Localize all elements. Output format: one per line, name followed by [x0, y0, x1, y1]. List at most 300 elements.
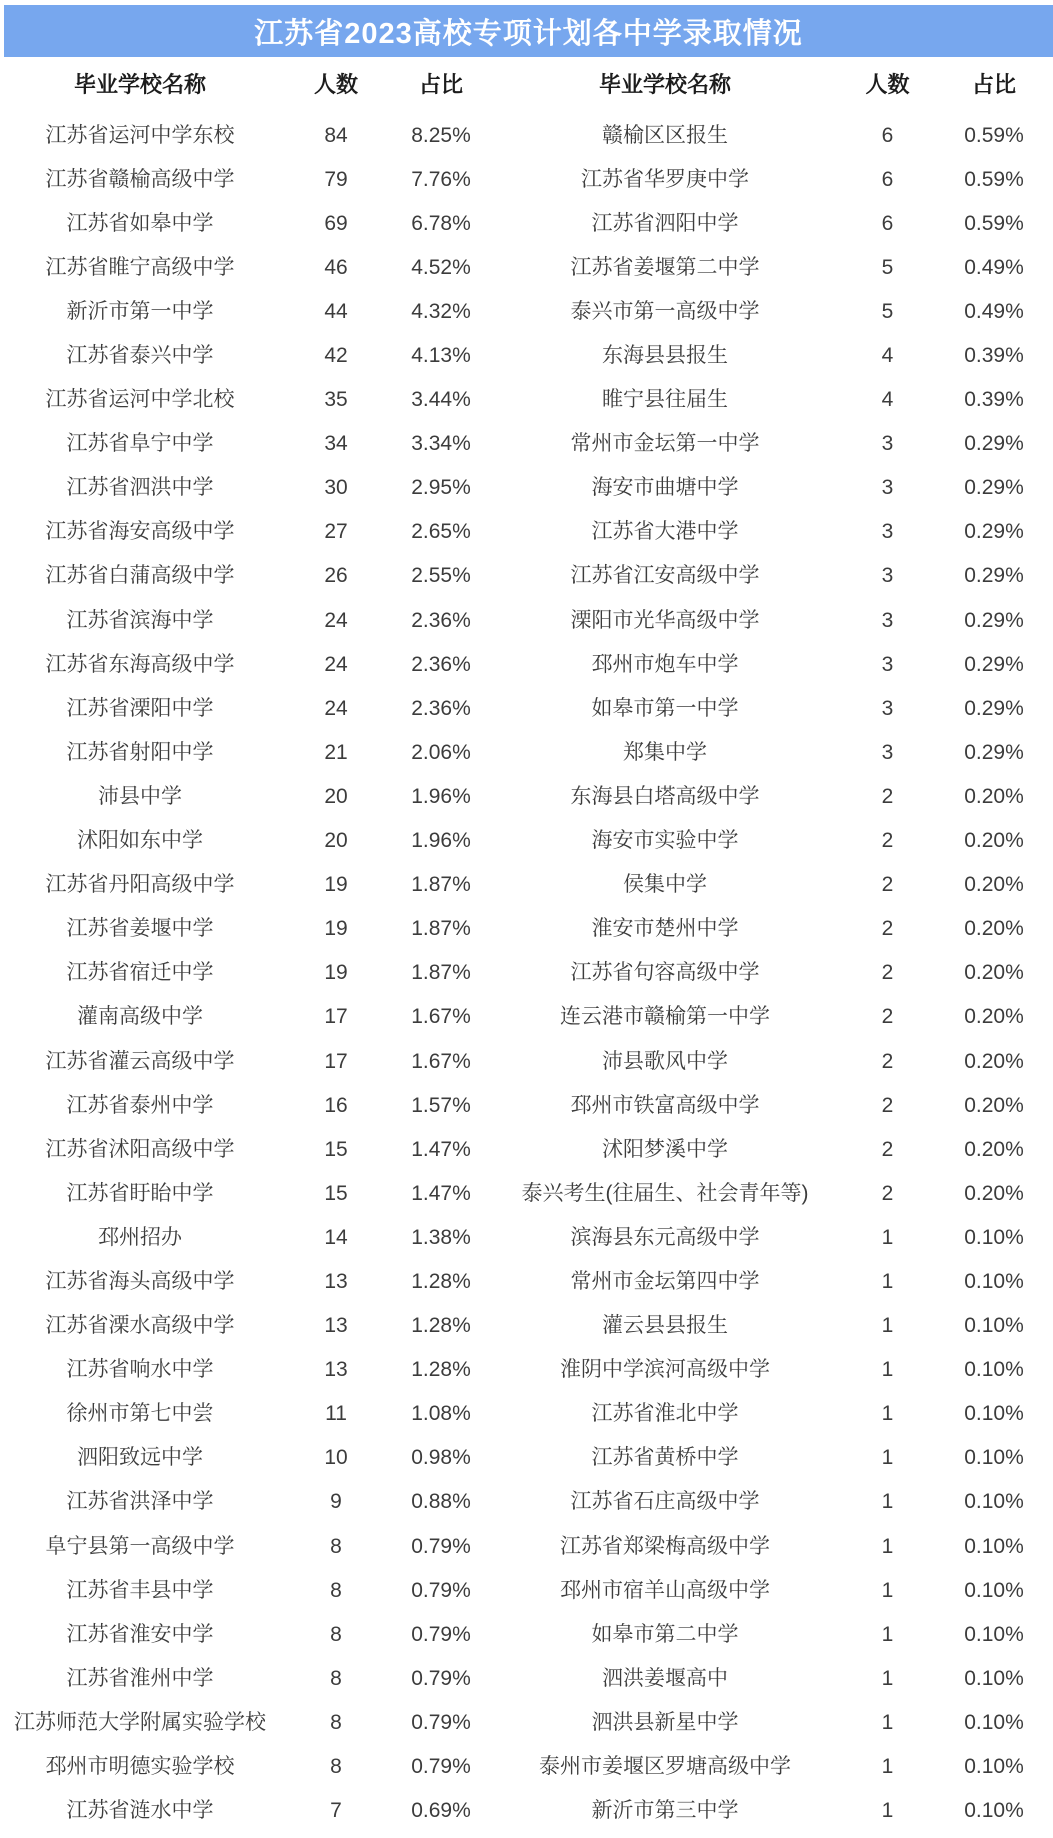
pct-value: 0.10%: [964, 1578, 1024, 1602]
pct-value: 0.10%: [964, 1490, 1024, 1514]
pct-value: 0.29%: [964, 652, 1024, 676]
table-row: [490, 378, 1053, 422]
school-name: 常州市金坛第四中学: [570, 1269, 760, 1293]
school-name: 江苏省白蒲高级中学: [45, 564, 235, 588]
school-name: 江苏省运河中学东校: [45, 123, 235, 147]
table-row: [490, 245, 1053, 289]
count-value: 3: [881, 696, 894, 720]
pct-value: 0.79%: [411, 1622, 471, 1646]
pct-value: 0.79%: [411, 1534, 471, 1558]
pct-value: 1.87%: [411, 917, 471, 941]
count-value: 16: [324, 1093, 348, 1117]
table-row: [0, 951, 490, 995]
pct-value: 2.06%: [411, 740, 471, 764]
school-name: 侯集中学: [623, 873, 707, 897]
school-name: 江苏省赣榆高级中学: [45, 167, 235, 191]
pct-value: 1.28%: [411, 1269, 471, 1293]
school-name: 江苏省姜堰中学: [66, 917, 214, 941]
count-value: 1: [881, 1358, 894, 1382]
table-row: [490, 1789, 1053, 1833]
table-row: [0, 1215, 490, 1259]
pct-value: 0.39%: [964, 344, 1024, 368]
right-table: [490, 57, 1053, 1833]
count-value: 2: [881, 961, 894, 985]
school-name: 灌云县县报生: [602, 1314, 728, 1338]
school-name: 江苏师范大学附属实验学校: [14, 1710, 266, 1734]
table-row: [0, 1039, 490, 1083]
school-name: 江苏省海安高级中学: [45, 520, 235, 544]
table-row: [0, 422, 490, 466]
table-row: [0, 642, 490, 686]
pct-value: 0.10%: [964, 1755, 1024, 1779]
pct-value: 0.20%: [964, 1181, 1024, 1205]
pct-value: 0.79%: [411, 1666, 471, 1690]
school-name: 江苏省洪泽中学: [66, 1490, 214, 1514]
count-value: 15: [324, 1181, 348, 1205]
pct-value: 0.10%: [964, 1402, 1024, 1426]
col-header-pct: 占比: [971, 72, 1016, 97]
table-row: [0, 1259, 490, 1303]
pct-value: 0.29%: [964, 432, 1024, 456]
count-value: 2: [881, 873, 894, 897]
count-value: 24: [324, 652, 348, 676]
count-value: 1: [881, 1534, 894, 1558]
table-row: [490, 1436, 1053, 1480]
school-name: 东海县县报生: [602, 344, 728, 368]
count-value: 19: [324, 873, 348, 897]
school-name: 新沂市第一中学: [66, 299, 214, 323]
school-name: 如皋市第二中学: [591, 1622, 739, 1646]
table-row: [0, 598, 490, 642]
school-name: 泰兴市第一高级中学: [570, 299, 760, 323]
school-name: 沛县中学: [98, 784, 182, 808]
pct-value: 0.29%: [964, 608, 1024, 632]
school-name: 新沂市第三中学: [591, 1799, 739, 1823]
school-name: 江苏省盱眙中学: [66, 1181, 214, 1205]
pct-value: 0.20%: [964, 784, 1024, 808]
left-table-header: [0, 57, 490, 113]
table-row: [490, 466, 1053, 510]
pct-value: 0.49%: [964, 255, 1024, 279]
right-table-rows: [490, 113, 1053, 1833]
table-row: [490, 642, 1053, 686]
table-row: [490, 1171, 1053, 1215]
table-row: [490, 730, 1053, 774]
school-name: 溧阳市光华高级中学: [570, 608, 760, 632]
count-value: 17: [324, 1049, 348, 1073]
admissions-table: [0, 57, 1053, 1833]
left-table-rows: [0, 113, 490, 1833]
pct-value: 1.47%: [411, 1137, 471, 1161]
pct-value: 0.79%: [411, 1755, 471, 1779]
pct-value: 2.95%: [411, 476, 471, 500]
school-name: 江苏省如皋中学: [66, 211, 214, 235]
right-table-header: [490, 57, 1053, 113]
school-name: 泗洪姜堰高中: [602, 1666, 728, 1690]
school-name: 泰州市姜堰区罗塘高级中学: [539, 1755, 791, 1779]
table-row: [0, 1304, 490, 1348]
school-name: 江苏省淮北中学: [591, 1402, 739, 1426]
table-row: [490, 1127, 1053, 1171]
school-name: 江苏省阜宁中学: [66, 432, 214, 456]
school-name: 江苏省大港中学: [591, 520, 739, 544]
pct-value: 1.28%: [411, 1358, 471, 1382]
school-name: 江苏省淮安中学: [66, 1622, 214, 1646]
pct-value: 0.29%: [964, 476, 1024, 500]
pct-value: 1.57%: [411, 1093, 471, 1117]
table-row: [490, 333, 1053, 377]
pct-value: 2.36%: [411, 652, 471, 676]
school-name: 如皋市第一中学: [591, 696, 739, 720]
count-value: 69: [324, 211, 348, 235]
pct-value: 0.10%: [964, 1666, 1024, 1690]
pct-value: 4.13%: [411, 344, 471, 368]
table-row: [0, 245, 490, 289]
pct-value: 0.29%: [964, 564, 1024, 588]
pct-value: 2.55%: [411, 564, 471, 588]
school-name: 江苏省郑梁梅高级中学: [560, 1534, 770, 1558]
count-value: 1: [881, 1490, 894, 1514]
count-value: 1: [881, 1755, 894, 1779]
table-row: [0, 201, 490, 245]
count-value: 3: [881, 564, 894, 588]
school-name: 淮阴中学滨河高级中学: [560, 1358, 770, 1382]
count-value: 1: [881, 1710, 894, 1734]
table-row: [490, 1744, 1053, 1788]
school-name: 江苏省华罗庚中学: [581, 167, 749, 191]
school-name: 江苏省响水中学: [66, 1358, 214, 1382]
count-value: 34: [324, 432, 348, 456]
school-name: 江苏省运河中学北校: [45, 388, 235, 412]
table-row: [0, 1127, 490, 1171]
count-value: 21: [324, 740, 348, 764]
table-row: [0, 1171, 490, 1215]
table-row: [0, 730, 490, 774]
count-value: 20: [324, 829, 348, 853]
col-header-pct: 占比: [418, 72, 463, 97]
table-row: [0, 1348, 490, 1392]
pct-value: 2.65%: [411, 520, 471, 544]
table-row: [490, 598, 1053, 642]
pct-value: 0.59%: [964, 167, 1024, 191]
pct-value: 0.98%: [411, 1446, 471, 1470]
table-row: [0, 1656, 490, 1700]
table-row: [490, 907, 1053, 951]
count-value: 20: [324, 784, 348, 808]
school-name: 沛县歌风中学: [602, 1049, 728, 1073]
school-name: 泰兴考生(往届生、社会青年等): [521, 1181, 809, 1205]
table-row: [0, 113, 490, 157]
school-name: 江苏省宿迁中学: [66, 961, 214, 985]
pct-value: 0.20%: [964, 873, 1024, 897]
pct-value: 0.20%: [964, 1093, 1024, 1117]
school-name: 江苏省姜堰第二中学: [570, 255, 760, 279]
pct-value: 0.59%: [964, 123, 1024, 147]
pct-value: 0.39%: [964, 388, 1024, 412]
count-value: 84: [324, 123, 348, 147]
pct-value: 0.20%: [964, 1049, 1024, 1073]
count-value: 6: [881, 167, 894, 191]
table-row: [0, 510, 490, 554]
table-row: [0, 1436, 490, 1480]
school-name: 海安市实验中学: [591, 829, 739, 853]
school-name: 淮安市楚州中学: [591, 917, 739, 941]
table-row: [0, 378, 490, 422]
school-name: 江苏省淮州中学: [66, 1666, 214, 1690]
table-row: [0, 819, 490, 863]
title-bar: [4, 5, 1053, 57]
school-name: 江苏省睢宁高级中学: [45, 255, 235, 279]
page-title: 江苏省2023高校专项计划各中学录取情况: [254, 17, 803, 50]
count-value: 3: [881, 476, 894, 500]
school-name: 睢宁县往届生: [602, 388, 728, 412]
pct-value: 2.36%: [411, 608, 471, 632]
table-row: [490, 951, 1053, 995]
table-row: [490, 1348, 1053, 1392]
count-value: 1: [881, 1446, 894, 1470]
school-name: 泗洪县新星中学: [591, 1710, 739, 1734]
count-value: 15: [324, 1137, 348, 1161]
pct-value: 2.36%: [411, 696, 471, 720]
pct-value: 1.38%: [411, 1225, 471, 1249]
pct-value: 0.79%: [411, 1578, 471, 1602]
pct-value: 0.10%: [964, 1225, 1024, 1249]
count-value: 8: [330, 1666, 342, 1690]
count-value: 3: [881, 432, 894, 456]
count-value: 2: [881, 1093, 894, 1117]
table-row: [490, 113, 1053, 157]
school-name: 江苏省丰县中学: [66, 1578, 214, 1602]
col-header-count: 人数: [865, 72, 910, 97]
school-name: 江苏省黄桥中学: [591, 1446, 739, 1470]
table-row: [0, 1700, 490, 1744]
pct-value: 1.96%: [411, 784, 471, 808]
count-value: 13: [324, 1358, 348, 1382]
count-value: 6: [881, 123, 894, 147]
count-value: 46: [324, 255, 348, 279]
count-value: 10: [324, 1446, 348, 1470]
count-value: 3: [881, 740, 894, 764]
count-value: 1: [881, 1666, 894, 1690]
school-name: 江苏省泗洪中学: [66, 476, 214, 500]
pct-value: 4.32%: [411, 299, 471, 323]
count-value: 2: [881, 1137, 894, 1161]
table-row: [490, 1039, 1053, 1083]
count-value: 7: [330, 1799, 342, 1823]
school-name: 邳州招办: [98, 1225, 182, 1249]
table-row: [490, 1215, 1053, 1259]
pct-value: 1.67%: [411, 1049, 471, 1073]
school-name: 邳州市宿羊山高级中学: [560, 1578, 770, 1602]
pct-value: 0.69%: [411, 1799, 471, 1823]
count-value: 35: [324, 388, 348, 412]
school-name: 东海县白塔高级中学: [570, 784, 760, 808]
pct-value: 3.44%: [411, 388, 471, 412]
school-name: 江苏省溧水高级中学: [45, 1314, 235, 1338]
count-value: 6: [881, 211, 894, 235]
pct-value: 1.67%: [411, 1005, 471, 1029]
count-value: 1: [881, 1402, 894, 1426]
table-row: [490, 1612, 1053, 1656]
school-name: 阜宁县第一高级中学: [45, 1534, 235, 1558]
school-name: 灌南高级中学: [77, 1005, 203, 1029]
count-value: 44: [324, 299, 348, 323]
pct-value: 0.10%: [964, 1358, 1024, 1382]
school-name: 江苏省泗阳中学: [591, 211, 739, 235]
count-value: 24: [324, 696, 348, 720]
pct-value: 1.28%: [411, 1314, 471, 1338]
count-value: 19: [324, 917, 348, 941]
pct-value: 0.10%: [964, 1799, 1024, 1823]
school-name: 邳州市铁富高级中学: [570, 1093, 760, 1117]
table-row: [490, 995, 1053, 1039]
count-value: 2: [881, 1049, 894, 1073]
school-name: 邳州市炮车中学: [591, 652, 739, 676]
school-name: 江苏省句容高级中学: [570, 961, 760, 985]
count-value: 13: [324, 1269, 348, 1293]
count-value: 1: [881, 1269, 894, 1293]
table-row: [0, 1392, 490, 1436]
pct-value: 1.96%: [411, 829, 471, 853]
table-row: [490, 1083, 1053, 1127]
pct-value: 0.20%: [964, 829, 1024, 853]
pct-value: 0.59%: [964, 211, 1024, 235]
table-row: [490, 510, 1053, 554]
count-value: 2: [881, 1181, 894, 1205]
table-row: [0, 554, 490, 598]
table-row: [490, 1304, 1053, 1348]
pct-value: 0.10%: [964, 1534, 1024, 1558]
pct-value: 0.29%: [964, 520, 1024, 544]
school-name: 江苏省泰兴中学: [66, 344, 214, 368]
pct-value: 1.08%: [411, 1402, 471, 1426]
count-value: 5: [881, 299, 894, 323]
pct-value: 7.76%: [411, 167, 471, 191]
count-value: 1: [881, 1314, 894, 1338]
table-row: [0, 333, 490, 377]
count-value: 4: [881, 388, 894, 412]
count-value: 2: [881, 917, 894, 941]
table-row: [490, 686, 1053, 730]
count-value: 5: [881, 255, 894, 279]
table-row: [0, 1083, 490, 1127]
school-name: 江苏省滨海中学: [66, 608, 214, 632]
table-row: [0, 995, 490, 1039]
table-row: [490, 1259, 1053, 1303]
pct-value: 1.47%: [411, 1181, 471, 1205]
pct-value: 0.20%: [964, 917, 1024, 941]
table-row: [490, 422, 1053, 466]
table-row: [490, 863, 1053, 907]
table-row: [0, 686, 490, 730]
count-value: 26: [324, 564, 348, 588]
count-value: 2: [881, 1005, 894, 1029]
table-row: [0, 466, 490, 510]
school-name: 江苏省泰州中学: [66, 1093, 214, 1117]
pct-value: 0.10%: [964, 1710, 1024, 1734]
school-name: 江苏省溧阳中学: [66, 696, 214, 720]
school-name: 沭阳梦溪中学: [602, 1137, 728, 1161]
count-value: 13: [324, 1314, 348, 1338]
school-name: 徐州市第七中尝: [66, 1402, 214, 1426]
table-row: [490, 1524, 1053, 1568]
count-value: 8: [330, 1578, 342, 1602]
count-value: 14: [324, 1225, 348, 1249]
school-name: 连云港市赣榆第一中学: [560, 1005, 770, 1029]
count-value: 4: [881, 344, 894, 368]
table-row: [490, 157, 1053, 201]
left-table: [0, 57, 490, 1833]
count-value: 27: [324, 520, 348, 544]
table-row: [490, 774, 1053, 818]
pct-value: 6.78%: [411, 211, 471, 235]
table-row: [490, 1656, 1053, 1700]
table-row: [0, 157, 490, 201]
pct-value: 0.10%: [964, 1446, 1024, 1470]
count-value: 1: [881, 1622, 894, 1646]
school-name: 江苏省射阳中学: [66, 740, 214, 764]
school-name: 江苏省沭阳高级中学: [45, 1137, 235, 1161]
table-row: [490, 1568, 1053, 1612]
count-value: 24: [324, 608, 348, 632]
count-value: 3: [881, 608, 894, 632]
count-value: 3: [881, 652, 894, 676]
count-value: 17: [324, 1005, 348, 1029]
school-name: 江苏省涟水中学: [66, 1799, 214, 1823]
count-value: 8: [330, 1622, 342, 1646]
school-name: 江苏省石庄高级中学: [570, 1490, 760, 1514]
table-row: [0, 863, 490, 907]
count-value: 1: [881, 1225, 894, 1249]
count-value: 1: [881, 1578, 894, 1602]
school-name: 海安市曲塘中学: [591, 476, 739, 500]
pct-value: 0.88%: [411, 1490, 471, 1514]
count-value: 2: [881, 829, 894, 853]
count-value: 8: [330, 1710, 342, 1734]
count-value: 2: [881, 784, 894, 808]
table-row: [490, 554, 1053, 598]
count-value: 42: [324, 344, 348, 368]
school-name: 沭阳如东中学: [77, 829, 203, 853]
school-name: 赣榆区区报生: [602, 123, 728, 147]
pct-value: 0.10%: [964, 1314, 1024, 1338]
count-value: 8: [330, 1755, 342, 1779]
pct-value: 3.34%: [411, 432, 471, 456]
table-row: [0, 1612, 490, 1656]
table-row: [0, 774, 490, 818]
pct-value: 0.20%: [964, 961, 1024, 985]
school-name: 泗阳致远中学: [77, 1446, 203, 1470]
pct-value: 0.10%: [964, 1269, 1024, 1293]
pct-value: 0.49%: [964, 299, 1024, 323]
pct-value: 0.29%: [964, 696, 1024, 720]
school-name: 江苏省丹阳高级中学: [45, 873, 235, 897]
school-name: 郑集中学: [623, 740, 707, 764]
pct-value: 0.79%: [411, 1710, 471, 1734]
school-name: 常州市金坛第一中学: [570, 432, 760, 456]
table-row: [490, 1700, 1053, 1744]
table-row: [0, 1744, 490, 1788]
count-value: 19: [324, 961, 348, 985]
table-row: [0, 1789, 490, 1833]
table-row: [490, 1392, 1053, 1436]
pct-value: 1.87%: [411, 961, 471, 985]
table-row: [490, 201, 1053, 245]
count-value: 3: [881, 520, 894, 544]
count-value: 30: [324, 476, 348, 500]
school-name: 江苏省东海高级中学: [45, 652, 235, 676]
table-row: [0, 1524, 490, 1568]
